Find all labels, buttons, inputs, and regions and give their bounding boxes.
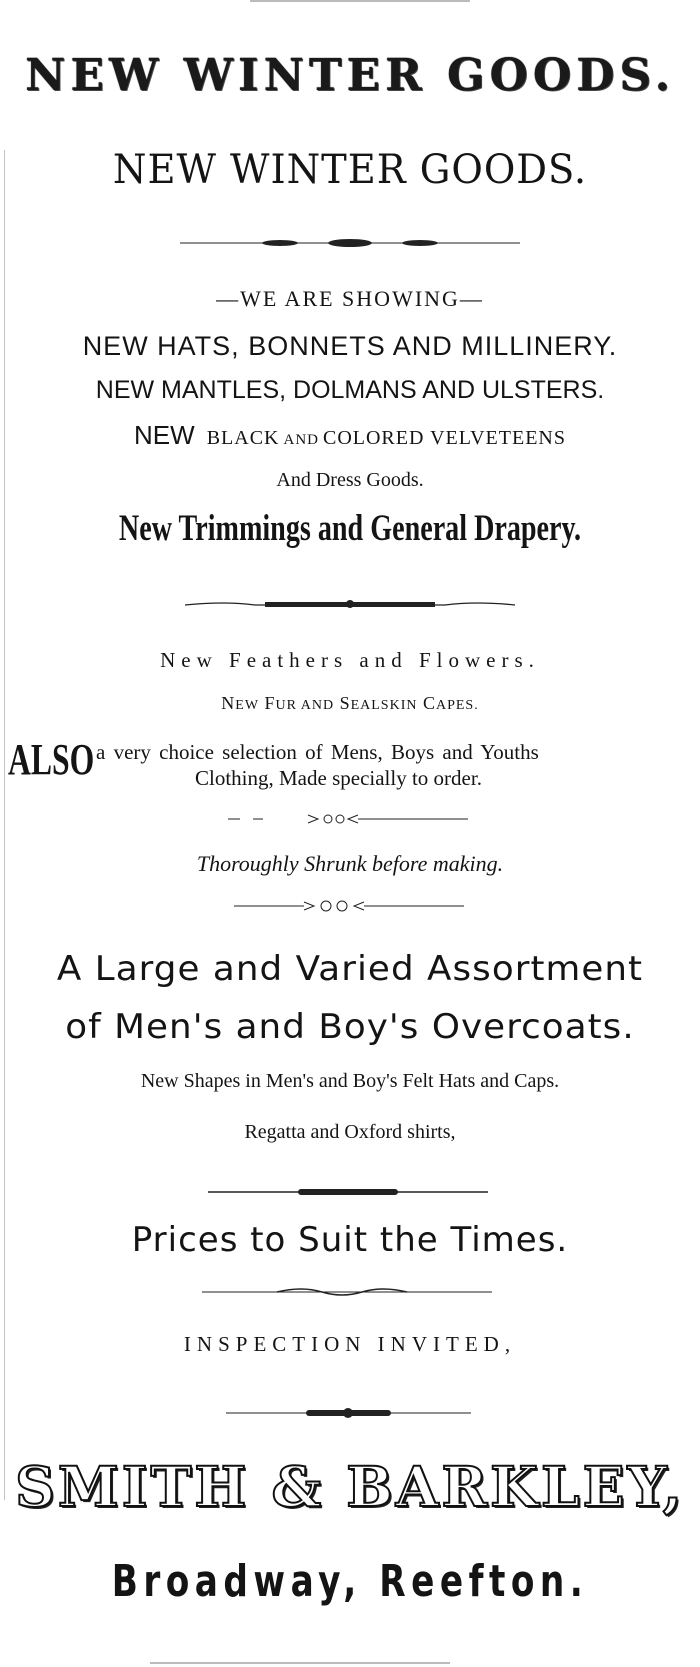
fur-new-rest: EW — [235, 698, 260, 713]
showing-heading: —WE ARE SHOWING— — [216, 286, 484, 311]
feathers-flowers: New Feathers and Flowers. — [160, 648, 540, 672]
mantles-text: NEW MANTLES, DOLMANS AND ULSTERS. — [95, 376, 605, 404]
assortment-line-1: A Large and Varied Assortment — [56, 949, 644, 989]
also-label: ALSO — [8, 735, 95, 784]
firm-name: SMITH & BARKLEY, — [15, 1454, 685, 1519]
headline-sub: NEW WINTER GOODS. — [112, 147, 588, 193]
felt-hats-line: New Shapes in Men's and Boy's Felt Hats and Caps. — [140, 1070, 560, 1092]
bottom-rule — [150, 1662, 450, 1664]
shrunk-note: Thoroughly Shrunk before making. — [196, 851, 504, 876]
fur-rest: UR AND — [275, 698, 335, 713]
trimmings-heading: New Trimmings and General Drapery. — [118, 508, 582, 549]
ornament-divider-3 — [228, 813, 468, 825]
velveteens-rest: COLORED VELVETEENS — [322, 427, 566, 449]
line-hats-bonnets: NEW HATS, BONNETS AND MILLINERY. — [82, 331, 618, 361]
seal-rest: EALSKIN — [350, 698, 418, 713]
ornament-divider-2 — [185, 598, 515, 612]
dress-goods: And Dress Goods. — [276, 469, 424, 491]
velveteens-black: BLACK — [206, 427, 280, 449]
clothing-line-2: Clothing, Made specially to order. — [195, 766, 482, 790]
inspection-invited: INSPECTION INVITED, — [183, 1332, 517, 1356]
regatta-shirts-line: Regatta and Oxford shirts, — [244, 1121, 456, 1143]
ornament-divider-5 — [208, 1186, 488, 1198]
line-velveteens — [0, 422, 700, 448]
ornament-divider-7 — [226, 1407, 471, 1419]
fur-new-initial: N — [221, 693, 236, 713]
velveteens-new: NEW — [134, 420, 195, 450]
seal-initial: S — [339, 693, 351, 713]
capes-initial: C — [422, 693, 436, 713]
capes-rest: APES. — [435, 698, 479, 713]
line-mantles-dolmans — [0, 378, 700, 403]
ornament-divider-6 — [202, 1286, 492, 1298]
fur-initial: F — [264, 693, 276, 713]
fur-sealskin-capes — [0, 694, 700, 713]
clothing-line-1: a very choice selection of Mens, Boys and Youths — [96, 740, 539, 764]
top-rule — [250, 0, 470, 2]
ornament-divider-4 — [234, 900, 464, 912]
ornament-divider-1 — [180, 236, 520, 250]
prices-line: Prices to Suit the Times. — [131, 1220, 569, 1260]
firm-address: Broadway, Reefton. — [111, 1556, 589, 1607]
assortment-line-2: of Men's and Boy's Overcoats. — [65, 1007, 635, 1047]
velveteens-and: AND — [283, 432, 319, 448]
headline-main: NEW WINTER GOODS. — [25, 50, 675, 101]
